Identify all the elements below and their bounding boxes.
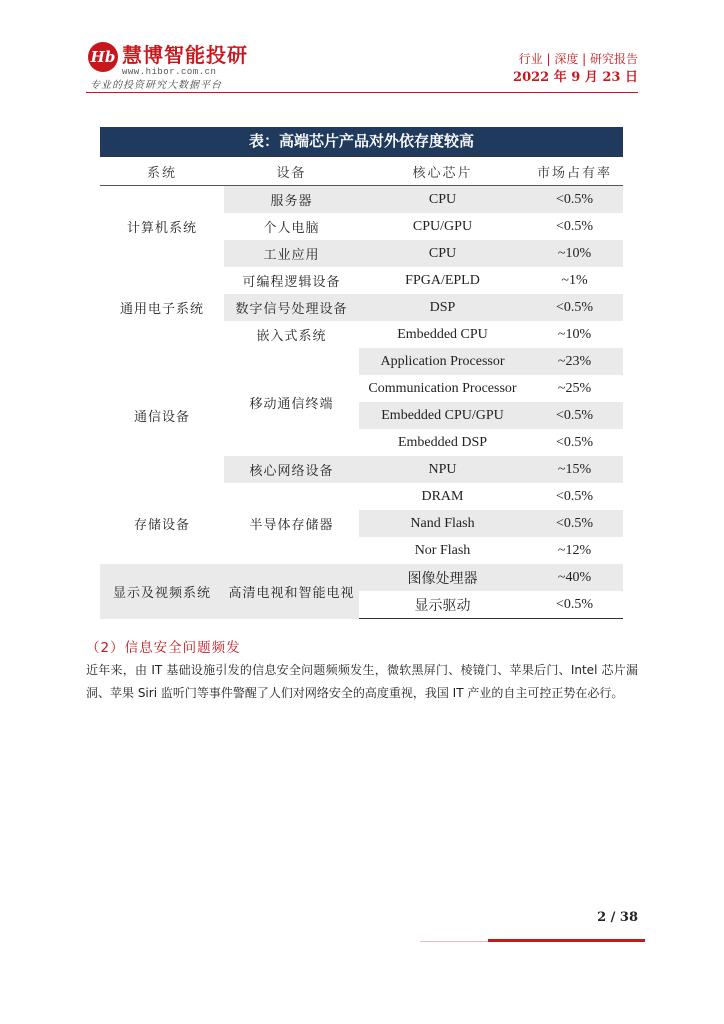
share-cell: ~10% (526, 240, 623, 267)
share-cell: <0.5% (526, 591, 623, 619)
share-cell: ~40% (526, 564, 623, 591)
chip-cell: NPU (359, 456, 526, 483)
share-cell: <0.5% (555, 218, 594, 234)
logo-name: 慧博智能投研 (122, 43, 248, 67)
system-cell: 存储设备 (133, 518, 190, 533)
chip-cell: 图像处理器 (359, 564, 526, 591)
section-title: （2）信息安全问题频发 (86, 640, 241, 656)
header-divider (86, 92, 638, 93)
share-cell: <0.5% (526, 402, 623, 429)
table-header-row (100, 157, 623, 186)
chip-cell: DRAM (421, 488, 464, 504)
chip-cell: Communication Processor (368, 380, 517, 396)
chip-cell: Embedded DSP (397, 434, 488, 450)
share-cell: ~15% (526, 456, 623, 483)
footer-accent-bar (488, 939, 645, 942)
share-cell: ~12% (557, 542, 592, 558)
share-cell: ~25% (557, 380, 592, 396)
col-header-share: 市场占有率 (526, 157, 623, 186)
dependency-table (100, 127, 623, 619)
share-cell: ~1% (561, 272, 588, 288)
table-body (100, 156, 623, 619)
col-header-device: 设备 (224, 157, 359, 186)
chip-cell: 显示驱动 (359, 591, 526, 619)
system-cell: 通信设备 (133, 410, 190, 425)
chip-cell: Application Processor (359, 348, 526, 375)
device-cell: 数字信号处理设备 (224, 294, 359, 321)
col-header-system: 系统 (100, 157, 224, 186)
chip-cell: CPU (359, 186, 526, 214)
logo-slogan: 专业的投资研究大数据平台 (90, 80, 222, 91)
chip-cell: Embedded CPU/GPU (359, 402, 526, 429)
report-date: 2022 年 9 月 23 日 (513, 70, 638, 85)
chip-cell: FPGA/EPLD (405, 272, 480, 288)
system-cell: 通用电子系统 (119, 302, 204, 317)
share-cell: <0.5% (555, 488, 594, 504)
device-cell: 移动通信终端 (249, 396, 334, 412)
hibor-logo (88, 40, 288, 90)
chip-cell: Embedded CPU (397, 326, 488, 342)
device-cell: 嵌入式系统 (256, 329, 327, 344)
system-cell: 计算机系统 (126, 221, 197, 236)
table-row (100, 483, 623, 510)
chip-cell: DSP (359, 294, 526, 321)
section-body: 近年来，由 IT 基础设施引发的信息安全问题频频发生，微软黑屏门、棱镜门、苹果后门、Intel 芯片漏洞、苹果 Siri 监听门等事件警醒了人们对网络安全的高度重视，我国 IT 产业的自主可控正势在必行。 (86, 663, 638, 700)
device-cell: 可编程逻辑设备 (242, 275, 341, 290)
share-cell: <0.5% (526, 510, 623, 537)
device-cell: 工业应用 (224, 240, 359, 267)
device-cell: 半导体存储器 (249, 518, 334, 533)
logo-url: www.hibor.com.cn (122, 67, 217, 77)
table-row (100, 186, 623, 214)
device-cell: 个人电脑 (263, 221, 320, 236)
chip-cell: Nor Flash (414, 542, 471, 558)
table-row (100, 267, 623, 294)
system-cell: 显示及视频系统 (100, 564, 224, 619)
device-cell: 服务器 (224, 186, 359, 214)
share-cell: ~10% (557, 326, 592, 342)
device-cell: 核心网络设备 (224, 456, 359, 483)
hibor-logo-icon: Hb (88, 42, 118, 72)
share-cell: <0.5% (526, 186, 623, 214)
device-cell: 高清电视和智能电视 (224, 564, 359, 619)
chip-cell: CPU (359, 240, 526, 267)
col-header-chip: 核心芯片 (359, 157, 526, 186)
share-cell: ~23% (526, 348, 623, 375)
report-category: 行业 | 深度 | 研究报告 (518, 52, 638, 66)
table-row (100, 564, 623, 591)
chip-cell: CPU/GPU (412, 218, 473, 234)
chip-cell: Nand Flash (359, 510, 526, 537)
table-row (100, 348, 623, 375)
report-header-info (513, 50, 638, 88)
share-cell: <0.5% (526, 294, 623, 321)
share-cell: <0.5% (555, 434, 594, 450)
page-number: 2 / 38 (597, 910, 638, 925)
table-title: 表：高端芯片产品对外依存度较高 (100, 127, 623, 156)
